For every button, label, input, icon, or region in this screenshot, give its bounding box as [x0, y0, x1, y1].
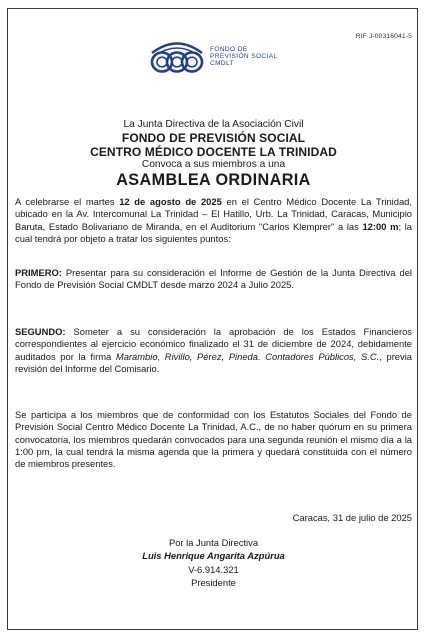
segundo-text-1: Someter a su consideración la aprobación de los Estados Financieros correspondientes al ejercicio económico finalizado el 31 de diciembre de 2024, debidamente auditados por la firma: [15, 326, 412, 362]
meeting-date: 12 de agosto de 2025: [119, 196, 222, 207]
signatory-role: Presidente: [191, 577, 236, 588]
signatory-id: V-6.914.321: [188, 564, 239, 575]
primero-paragraph: [15, 267, 412, 292]
logo-line-3: CMDLT: [210, 59, 234, 67]
association-line: La Junta Directiva de la Asociación Civil: [123, 119, 304, 130]
intro-paragraph: [15, 196, 412, 245]
signatory-name: Luis Henrique Angarita Azpúrua: [142, 550, 285, 561]
intro-text-1: A celebrarse el martes: [15, 196, 120, 207]
date-place: Caracas, 31 de julio de 2025: [292, 512, 412, 523]
intro-text-2: en el Centro Médico Docente La Trinidad, ubicado en la Av. Intercomunal La Trinidad – El Hatillo, Urb. La Trinidad, Caracas, Municipio Baruta, Estado Bolivariano de Miranda, en el Auditorium "Carlos Klemprer" a las: [15, 196, 412, 232]
fund-name-heading: FONDO DE PREVISIÓN SOCIAL: [121, 131, 306, 145]
convoca-line: Convoca a sus miembros a una: [141, 159, 286, 170]
segundo-label: SEGUNDO:: [15, 326, 66, 337]
audit-firm-name: Marambio, Rivillo, Pérez, Pineda. Contadores Públicos, S.C.: [115, 350, 380, 362]
participa-paragraph: Se participa a los miembros que de conformidad con los Estatutos Sociales del Fondo de Previsión Social Centro Médico Docente La Trinidad, A.C., de no haber quórum en su primera convocatoria, los miembros quedarán convocados para una segunda reunión el mismo día a la 1:00 pm, la cual tendrá la misma agenda que la primera y quedará constituida con el número de miembros presentes.: [15, 409, 412, 470]
meeting-time: 12:00 m: [362, 220, 399, 232]
center-name-heading: CENTRO MÉDICO DOCENTE LA TRINIDAD: [90, 145, 337, 159]
segundo-paragraph: [15, 326, 412, 375]
logo-line-2: PREVISIÓN SOCIAL: [210, 52, 278, 60]
signature-by: Por la Junta Directiva: [168, 537, 259, 548]
fund-logo: [146, 38, 296, 78]
assembly-title: ASAMBLEA ORDINARIA: [116, 171, 311, 189]
logo-line-1: FONDO DE: [210, 46, 248, 53]
logo-wordmark: [210, 47, 277, 68]
intro-text-3: ; la cual tendrá por objeto a tratar los siguientes puntos:: [15, 220, 412, 244]
rif-number: RIF J-00316041-5: [355, 33, 412, 40]
segundo-text-2: , previa revisión del Informe del Comisario.: [15, 350, 413, 374]
primero-text: Presentar para su consideración el Informe de Gestión de la Junta Directiva del Fondo de Previsión Social CMDLT desde marzo 2024 a Julio 2025.: [15, 267, 412, 291]
primero-label: PRIMERO:: [15, 267, 62, 278]
